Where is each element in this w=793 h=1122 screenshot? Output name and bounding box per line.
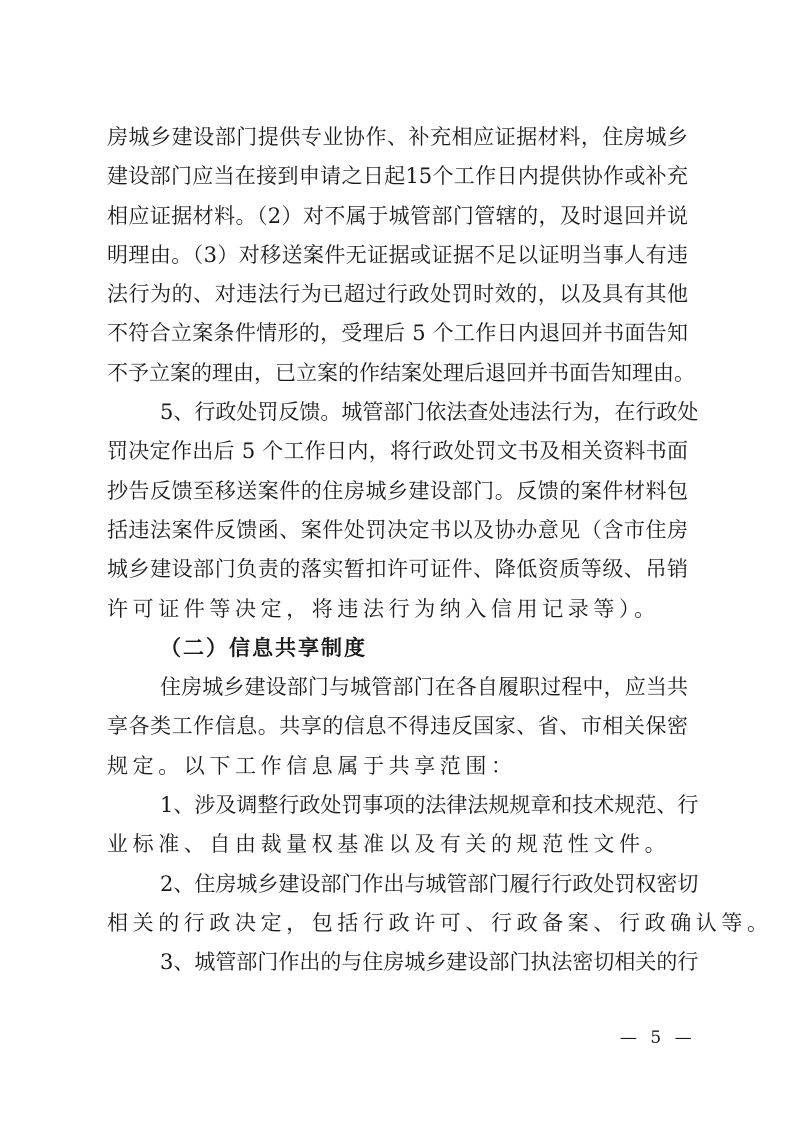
text-line: 业标准、自由裁量权基准以及有关的规范性文件。 [107,832,671,857]
text-line: 住房城乡建设部门与城管部门在各自履职过程中，应当共 [160,675,688,700]
document-body [107,118,773,983]
text-line: 不予立案的理由，已立案的作结案处理后退回并书面告知理由。 [107,360,695,385]
text-line: 3、城管部门作出的与住房城乡建设部门执法密切相关的行 [160,950,699,975]
text-line: 房城乡建设部门提供专业协作、补充相应证据材料，住房城乡 [107,125,688,149]
section-heading: （二）信息共享制度 [160,635,367,660]
text-line: 括违法案件反馈函、案件处罚决定书以及协办意见（含市住房 [107,517,688,542]
text-line: 许可证件等决定，将违法行为纳入信用记录等）。 [107,596,660,621]
text-line: 法行为的、对违法行为已超过行政处罚时效的，以及具有其他 [107,282,688,307]
text-line: 2、住房城乡建设部门作出与城管部门履行行政处罚权密切 [160,871,699,896]
text-line: 不符合立案条件情形的，受理后 5 个工作日内退回并书面告知 [107,321,688,346]
text-line: 5、行政处罚反馈。城管部门依法查处违法行为，在行政处 [160,400,699,425]
text-line: 建设部门应当在接到申请之日起15个工作日内提供协作或补充 [107,164,688,189]
text-line: 明理由。（3）对移送案件无证据或证据不足以证明当事人有违 [107,242,688,267]
text-line: 相应证据材料。（2）对不属于城管部门管辖的，及时退回并说 [107,203,688,228]
page-number: — 5 — [620,1028,696,1048]
text-line: 规定。以下工作信息属于共享范围： [107,753,517,778]
text-line: 相关的行政决定，包括行政许可、行政备案、行政确认等。 [107,910,773,935]
text-line: 城乡建设部门负责的落实暂扣许可证件、降低资质等级、吊销 [107,557,688,582]
text-line: 享各类工作信息。共享的信息不得违反国家、省、市相关保密 [107,714,688,739]
text-line: 罚决定作出后 5 个工作日内，将行政处罚文书及相关资料书面 [107,439,688,464]
text-line: 1、涉及调整行政处罚事项的法律法规规章和技术规范、行 [160,793,699,818]
text-line: 抄告反馈至移送案件的住房城乡建设部门。反馈的案件材料包 [107,478,688,503]
